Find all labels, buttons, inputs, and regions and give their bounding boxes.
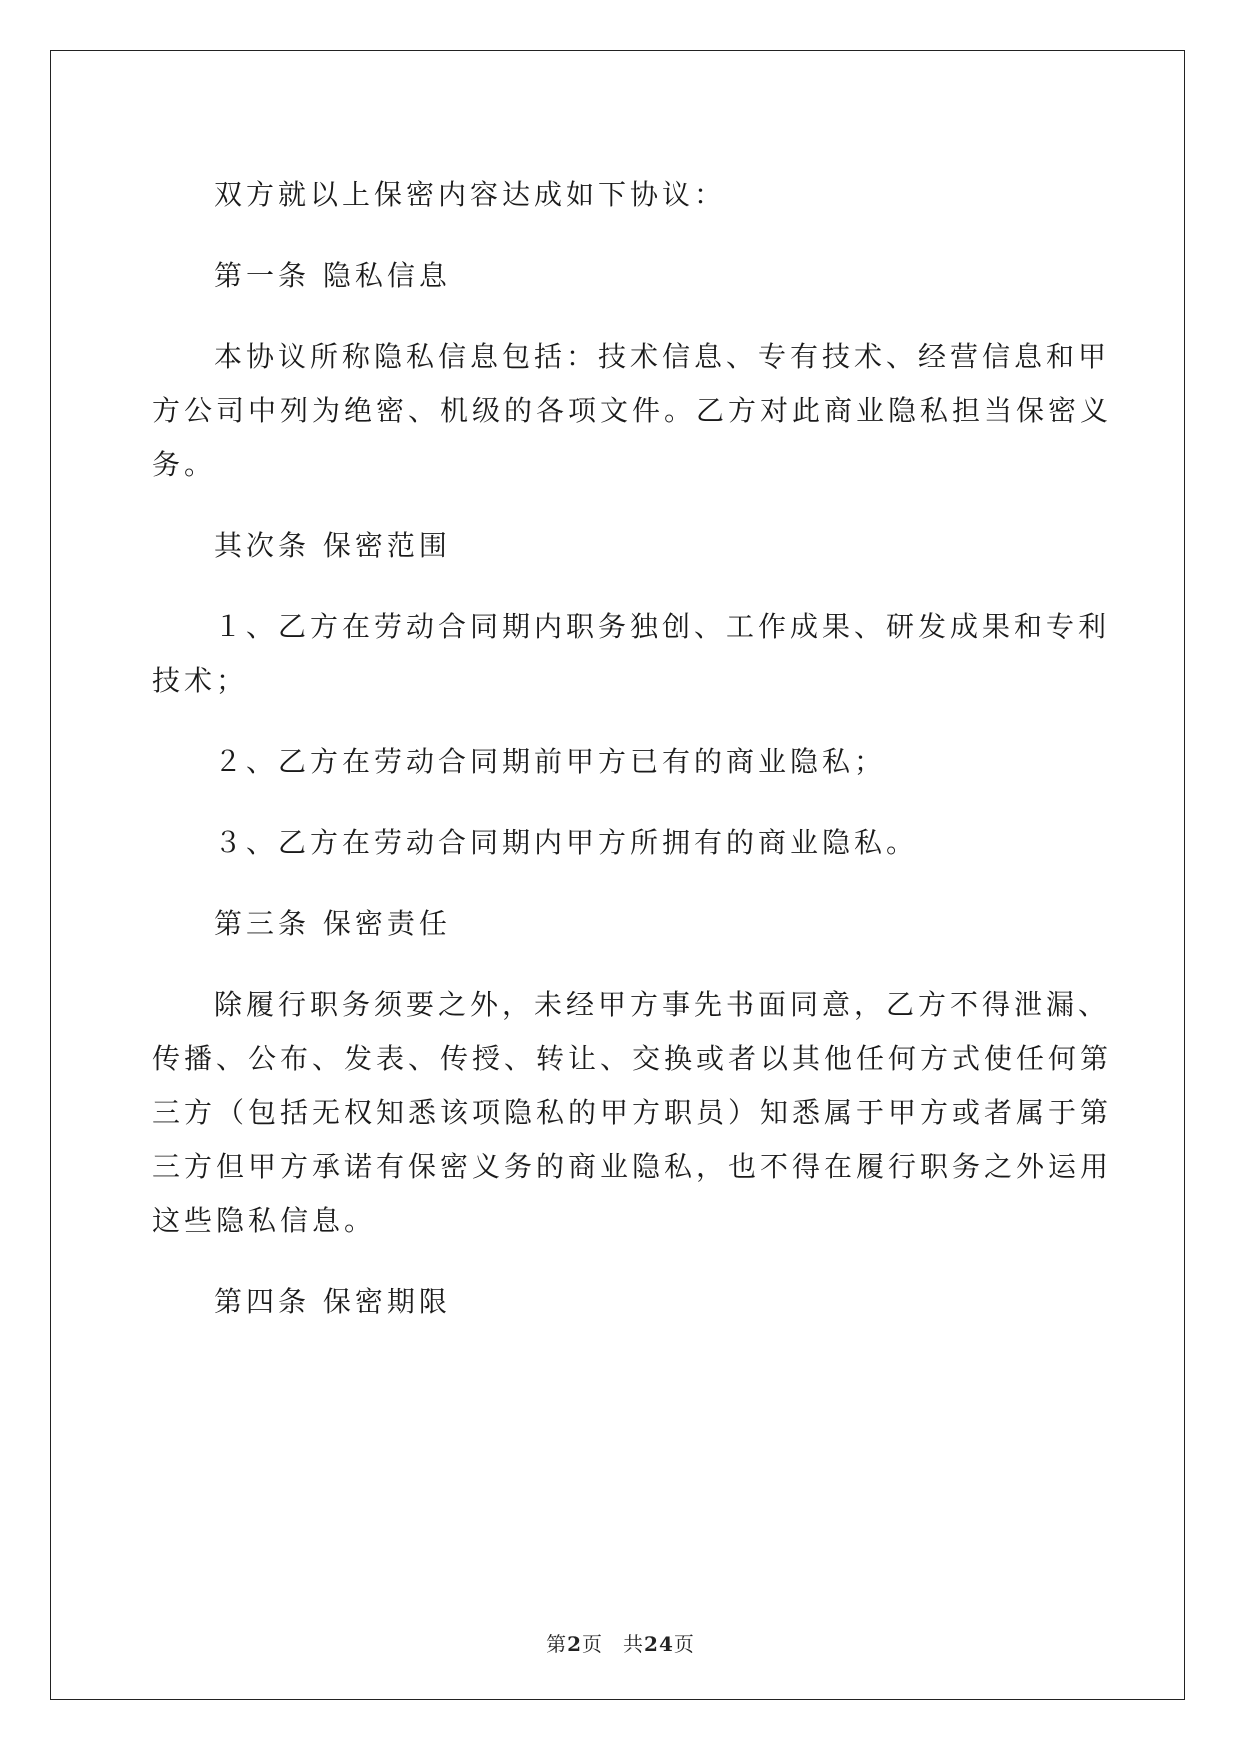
- paragraph-line: 除履行职务须要之外，未经甲方事先书面同意，乙方不得泄漏、: [214, 988, 1111, 1021]
- heading-article-2: [152, 519, 1084, 573]
- paragraph-confidentiality-duty: [152, 978, 1113, 1248]
- footer-total-suffix: 页: [673, 1632, 695, 1656]
- page-footer: [0, 1628, 1241, 1657]
- paragraph-line: ３、乙方在劳动合同期内甲方所拥有的商业隐私。: [214, 826, 919, 859]
- document-body: [152, 168, 1113, 1356]
- paragraph-line: 本协议所称隐私信息包括：技术信息、专有技术、经营信息和甲: [214, 340, 1111, 373]
- list-item-scope-1: [152, 600, 1111, 708]
- list-item-scope-3: [152, 816, 1084, 870]
- paragraph-line: 技术；: [152, 664, 249, 697]
- footer-total-prefix: 共: [623, 1632, 645, 1656]
- paragraph-line: 务。: [152, 448, 217, 481]
- paragraph-private-info-definition: [152, 330, 1113, 492]
- paragraph-line: 这些隐私信息。: [152, 1204, 377, 1237]
- paragraph-line: 传播、公布、发表、传授、转让、交换或者以其他任何方式使任何第: [152, 1042, 1113, 1075]
- heading-article-3: [152, 897, 1084, 951]
- paragraph-line: 其次条 保密范围: [214, 529, 451, 562]
- paragraph-line: ２、乙方在劳动合同期前甲方已有的商业隐私；: [214, 745, 887, 778]
- paragraph-line: 第一条 隐私信息: [214, 259, 451, 292]
- heading-article-4: [152, 1275, 1084, 1329]
- footer-total-pages: 24: [644, 1632, 674, 1656]
- paragraph-line: １、乙方在劳动合同期内职务独创、工作成果、研发成果和专利: [214, 610, 1111, 643]
- footer-page-prefix: 第: [546, 1632, 568, 1656]
- list-item-scope-2: [152, 735, 1084, 789]
- paragraph-line: 第三条 保密责任: [214, 907, 451, 940]
- footer-page-suffix: 页: [582, 1632, 604, 1656]
- paragraph-line: 第四条 保密期限: [214, 1285, 451, 1318]
- paragraph-agreement-intro: [152, 168, 1084, 222]
- paragraph-line: 双方就以上保密内容达成如下协议：: [214, 178, 727, 211]
- paragraph-line: 三方（包括无权知悉该项隐私的甲方职员）知悉属于甲方或者属于第: [152, 1096, 1113, 1129]
- paragraph-line: 三方但甲方承诺有保密义务的商业隐私，也不得在履行职务之外运用: [152, 1150, 1113, 1183]
- paragraph-line: 方公司中列为绝密、机级的各项文件。乙方对此商业隐私担当保密义: [152, 394, 1113, 427]
- heading-article-1: [152, 249, 1084, 303]
- footer-page-number: 2: [567, 1632, 583, 1656]
